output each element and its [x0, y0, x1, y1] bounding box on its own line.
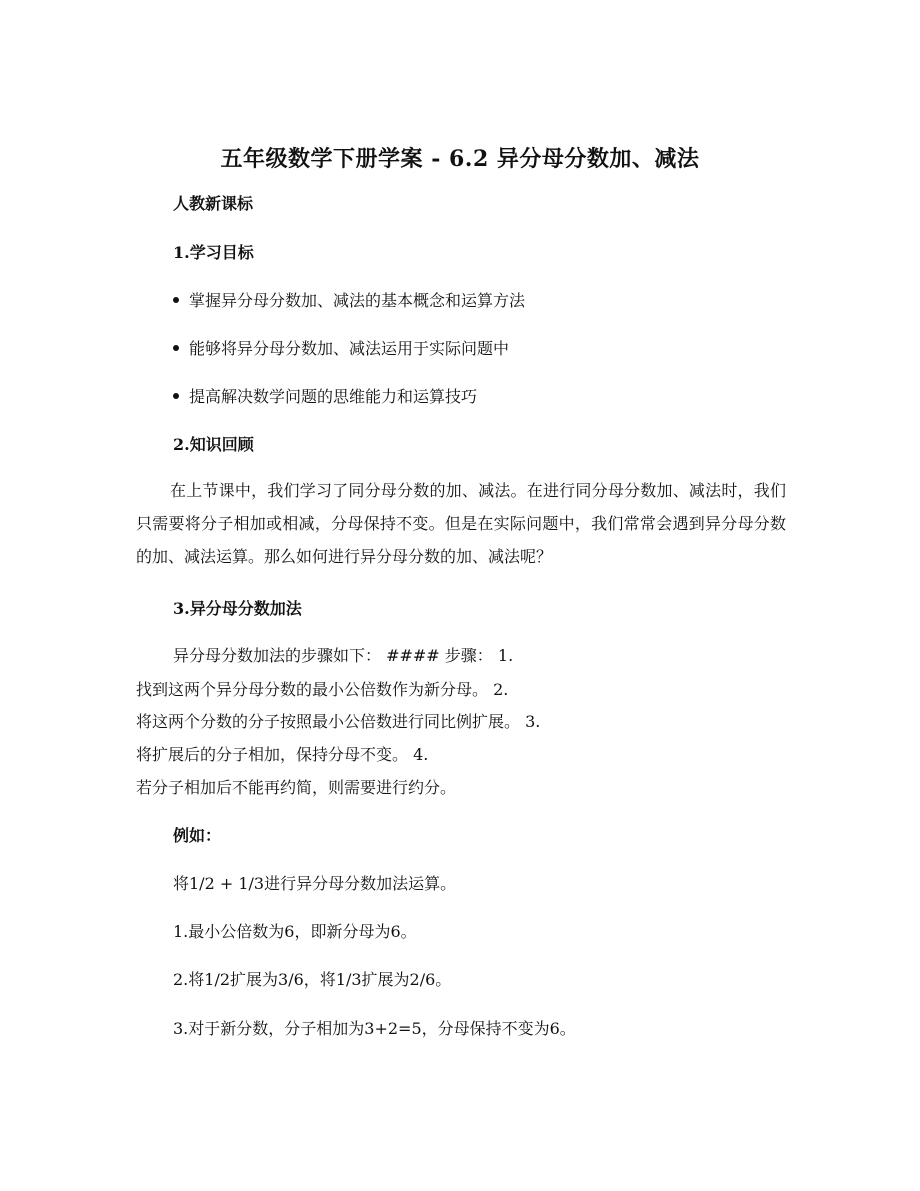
- example-step-1: 1.最小公倍数为6，即新分母为6。: [173, 922, 417, 941]
- goal-bullet-1: [173, 288, 525, 311]
- addition-line-3: 将这两个分数的分子按照最小公倍数进行同比例扩展。 3.: [136, 712, 541, 731]
- section-heading-review: 2.知识回顾: [173, 435, 254, 454]
- bullet-dot: [173, 345, 179, 351]
- example-step-3: 3.对于新分数，分子相加为3+2=5，分母保持不变为6。: [173, 1019, 576, 1038]
- bullet-dot: [173, 297, 179, 303]
- bullet-dot: [173, 393, 179, 399]
- document-title: 五年级数学下册学案 - 6.2 异分母分数加、减法: [220, 146, 700, 172]
- subtitle: 人教新课标: [173, 194, 254, 213]
- goal-bullet-2: [173, 336, 509, 359]
- goal-bullet-3: [173, 384, 477, 407]
- section-heading-addition: 3.异分母分数加法: [173, 599, 302, 618]
- example-heading: 例如：: [173, 826, 222, 845]
- example-intro: 将1/2 + 1/3进行异分母分数加法运算。: [173, 874, 457, 893]
- addition-line-5: 若分子相加后不能再约简，则需要进行约分。: [136, 778, 457, 797]
- goal-text: 提高解决数学问题的思维能力和运算技巧: [189, 387, 478, 406]
- example-step-2: 2.将1/2扩展为3/6，将1/3扩展为2/6。: [173, 970, 452, 989]
- addition-line-4: 将扩展后的分子相加，保持分母不变。 4.: [136, 745, 429, 764]
- review-paragraph: 在上节课中，我们学习了同分母分数的加、减法。在进行同分母分数加、减法时，我们只需要将分子相加或相减，分母保持不变。但是在实际问题中，我们常常会遇到异分母分数的加、减法运算。那么如何进行异分母分数的加、减法呢？: [136, 481, 786, 566]
- addition-line-1: 异分母分数加法的步骤如下： #### 步骤： 1.: [173, 646, 514, 665]
- goal-text: 掌握异分母分数加、减法的基本概念和运算方法: [189, 291, 526, 310]
- addition-line-2: 找到这两个异分母分数的最小公倍数作为新分母。 2.: [136, 680, 509, 699]
- goal-text: 能够将异分母分数加、减法运用于实际问题中: [189, 339, 510, 358]
- section-heading-goals: 1.学习目标: [173, 243, 254, 262]
